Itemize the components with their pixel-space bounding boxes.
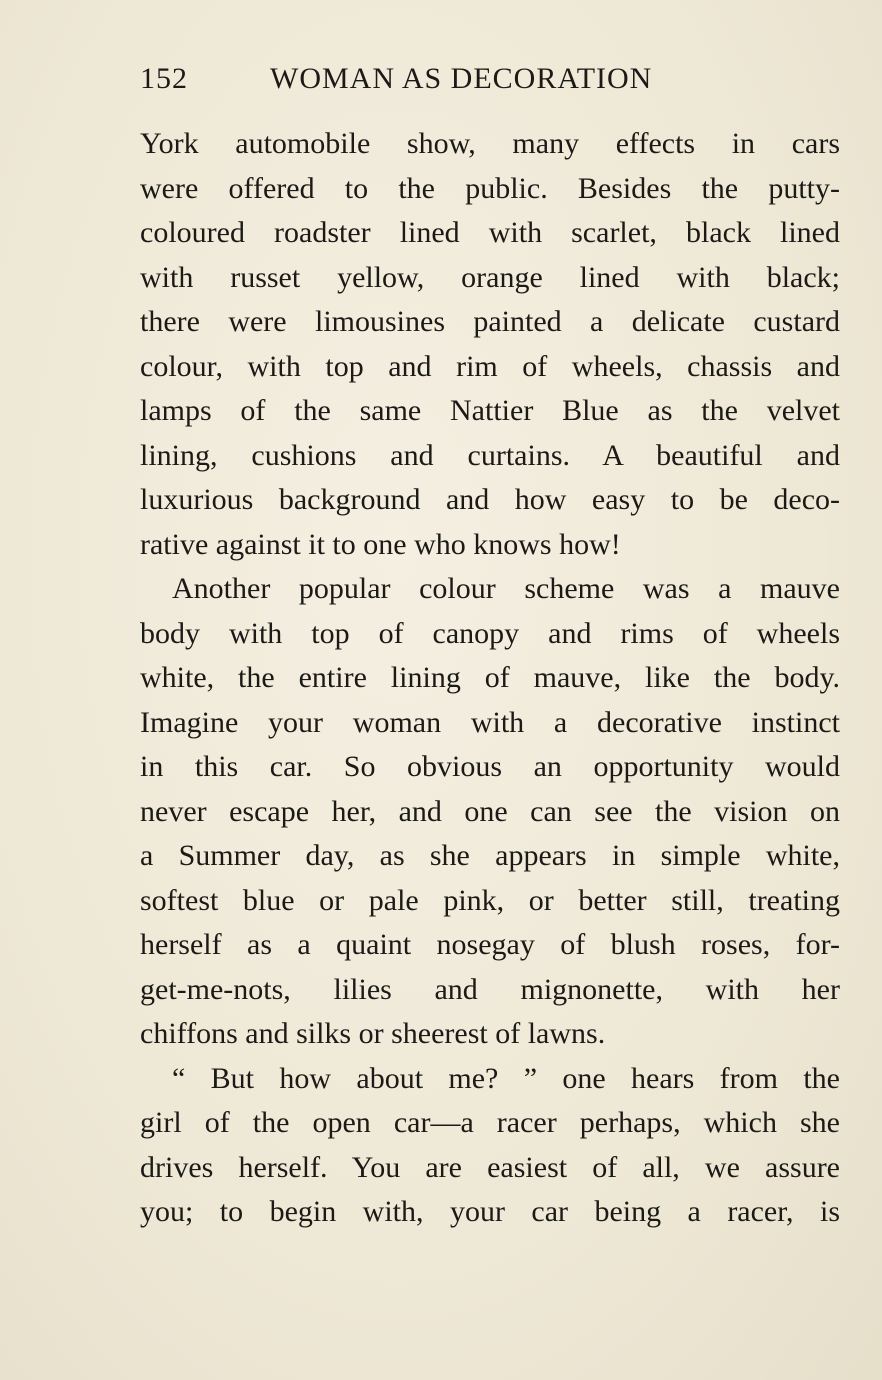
- text-line: rative against it to one who knows how!: [140, 527, 621, 561]
- text-line: white, the entire lining of mauve, like the body.: [140, 661, 840, 694]
- text-line: luxurious background and how easy to be deco-: [140, 483, 840, 516]
- text-line: were offered to the public. Besides the putty-: [140, 171, 840, 205]
- text-line: chiffons and silks or sheerest of lawns.: [140, 1017, 606, 1050]
- text-line: never escape her, and one can see the vision on: [140, 794, 840, 828]
- text-line: drives herself. You are easiest of all, we assure: [140, 1150, 840, 1184]
- paragraph: [140, 122, 840, 567]
- text-line: body with top of canopy and rims of wheels: [140, 616, 840, 650]
- text-line: softest blue or pale pink, or better still, treating: [140, 883, 840, 917]
- text-line: Imagine your woman with a decorative instinct: [140, 705, 840, 739]
- text-line: with russet yellow, orange lined with black;: [140, 260, 840, 294]
- page-header: [140, 58, 840, 102]
- text-line: there were limousines painted a delicate custard: [140, 305, 840, 338]
- text-line: lamps of the same Nattier Blue as the velvet: [140, 394, 840, 427]
- paragraph: [140, 567, 840, 1057]
- running-head: WOMAN AS DECORATION: [270, 62, 653, 95]
- page-number: 152: [140, 62, 188, 95]
- text-line: in this car. So obvious an opportunity would: [140, 750, 840, 783]
- text-line: herself as a quaint nosegay of blush roses, for-: [140, 928, 840, 961]
- text-line: “ But how about me? ” one hears from the: [172, 1061, 840, 1095]
- text-line: girl of the open car—a racer perhaps, which she: [140, 1106, 840, 1139]
- page-body: [140, 122, 840, 1235]
- text-line: Another popular colour scheme was a mauve: [172, 572, 840, 605]
- text-line: lining, cushions and curtains. A beautiful and: [140, 438, 840, 472]
- text-line: colour, with top and rim of wheels, chassis and: [140, 349, 840, 383]
- paragraph: [140, 1057, 840, 1235]
- text-line: coloured roadster lined with scarlet, black lined: [140, 216, 840, 249]
- text-line: you; to begin with, your car being a racer, is: [140, 1195, 840, 1228]
- text-line: get-me-nots, lilies and mignonette, with her: [140, 972, 840, 1006]
- text-line: a Summer day, as she appears in simple white,: [140, 839, 840, 872]
- text-line: York automobile show, many effects in cars: [140, 127, 840, 160]
